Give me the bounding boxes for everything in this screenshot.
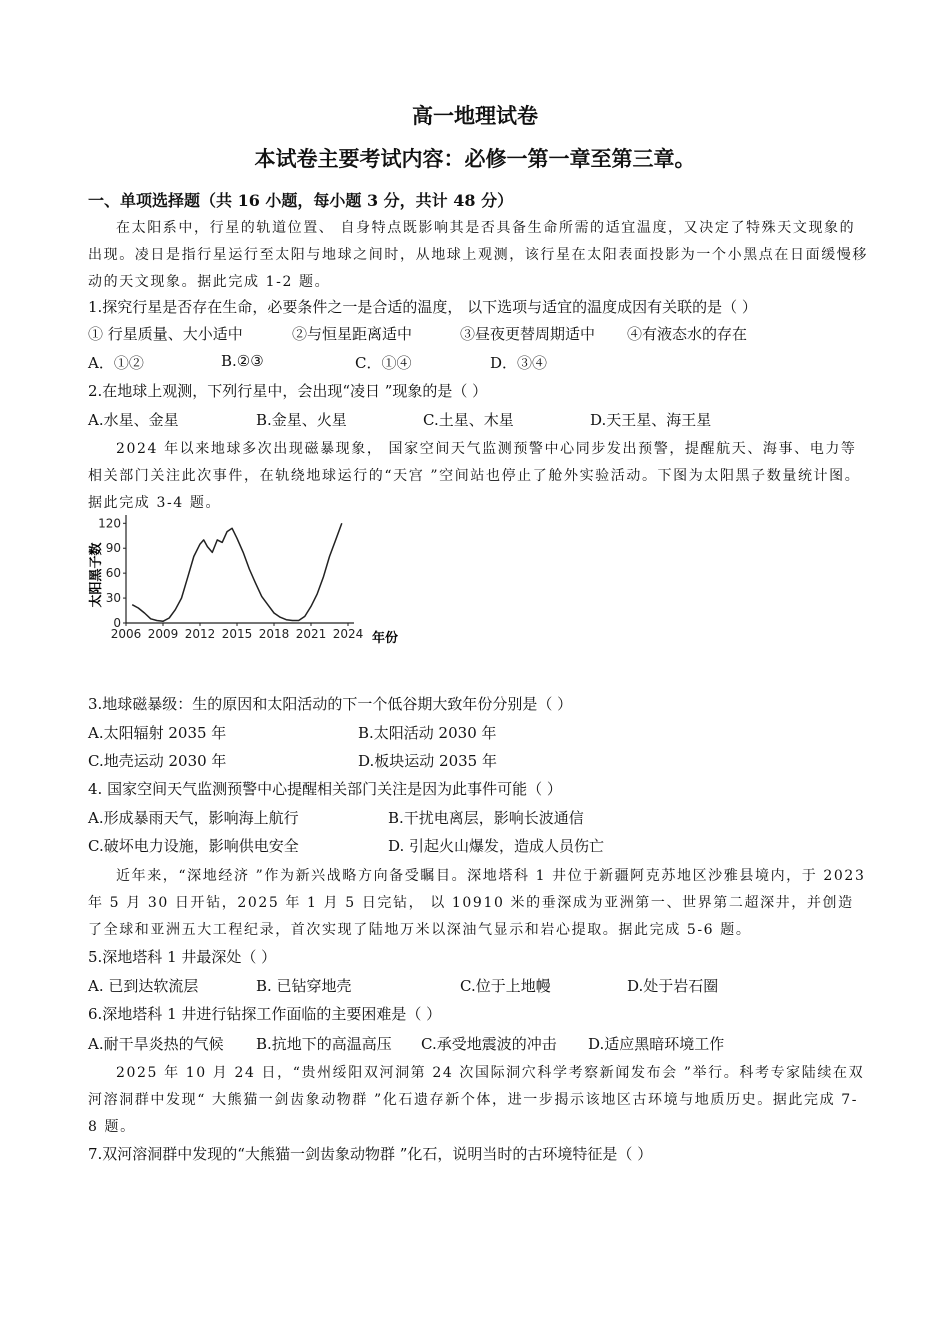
y-tick-label: 30 — [105, 591, 121, 606]
question-4-stem: 4. 国家空间天气监测预警中心提醒相关部门关注是因为此事件可能（ ） — [88, 780, 562, 798]
x-tick-label: 2006 — [110, 627, 142, 641]
q3-option-b: B.太阳活动 2030 年 — [358, 724, 497, 742]
page-title: 高一地理试卷 — [412, 103, 538, 128]
q2-option-d: D.天王星、海王星 — [590, 411, 712, 429]
x-tick-label: 2024 — [332, 627, 364, 641]
x-tick-label: 2021 — [295, 627, 327, 641]
section-heading: 一、单项选择题（共 16 小题，每小题 3 分，共计 48 分） — [88, 191, 514, 210]
y-tick-label: 60 — [105, 566, 121, 581]
q1-option-d: D．③④ — [490, 354, 548, 372]
q1-item-1: ① 行星质量、大小适中 — [88, 325, 243, 343]
x-tick-label: 2015 — [221, 627, 253, 641]
q5-option-d: D.处于岩石圈 — [627, 977, 719, 995]
passage-2: 2024 年以来地球多次出现磁暴现象， 国家空间天气监测预警中心同步发出预警，提醒航天、海事、电力等相关部门关注此次事件，在轨绕地球运行的“天宫 ”空间站也停止了舱外实验活动。下图为太阳黑子数量统计图。据此完成 3-4 题。 — [88, 441, 861, 511]
sunspot-series-line — [132, 523, 342, 621]
page-subtitle: 本试卷主要考试内容：必修一第一章至第三章。 — [254, 146, 696, 171]
chart-xlabel: 年份 — [372, 631, 399, 646]
q5-option-b: B. 已钻穿地壳 — [256, 977, 352, 995]
q2-option-a: A.水星、金星 — [88, 411, 179, 429]
q4-option-d: D. 引起火山爆发，造成人员伤亡 — [388, 837, 605, 855]
q1-option-a: A．①② — [88, 354, 144, 372]
question-6-stem: 6.深地塔科 1 井进行钻探工作面临的主要困难是（ ） — [88, 1005, 442, 1023]
passage-1: 在太阳系中，行星的轨道位置、 自身特点既影响其是否具备生命所需的适宜温度，又决定了特殊天文现象的出现。凌日是指行星运行至太阳与地球之间时，从地球上观测，该行星在太阳表面投影为一个小黑点在日面缓慢移动的天文现象。据此完成 1-2 题。 — [88, 220, 868, 290]
q6-option-b: B.抗地下的高温高压 — [256, 1035, 392, 1053]
q3-option-c: C.地壳运动 2030 年 — [88, 752, 227, 770]
q1-item-4: ④有液态水的存在 — [627, 325, 748, 343]
q5-option-a: A. 已到达软流层 — [88, 977, 199, 995]
passage-4: 2025 年 10 月 24 日，“贵州绥阳双河洞第 24 次国际洞穴科学考察新闻发布会 ”举行。科考专家陆续在双河溶洞群中发现“ 大熊猫一剑齿象动物群 ”化石遗存新个体，进一步揭示该地区古环境与地质历史。据此完成 7-8 题。 — [88, 1065, 865, 1135]
q1-item-2: ②与恒星距离适中 — [292, 325, 413, 343]
question-5-stem: 5.深地塔科 1 井最深处（ ） — [88, 948, 277, 966]
q5-option-c: C.位于上地幔 — [460, 977, 551, 995]
q4-option-a: A.形成暴雨天气，影响海上航行 — [88, 809, 299, 827]
q4-option-b: B.干扰电离层，影响长波通信 — [388, 809, 584, 827]
question-2-stem: 2.在地球上观测，下列行星中，会出现“凌日 ”现象的是（ ） — [88, 382, 488, 400]
y-tick-label: 120 — [98, 516, 121, 531]
x-tick-label: 2012 — [184, 627, 216, 641]
question-1-stem: 1.探究行星是否存在生命，必要条件之一是合适的温度， 以下选项与适宜的温度成因有关联的是（ ） — [88, 298, 757, 316]
q1-item-3: ③昼夜更替周期适中 — [460, 325, 596, 343]
q3-option-d: D.板块运动 2035 年 — [358, 752, 497, 770]
passage-3: 近年来，“深地经济 ”作为新兴战略方向备受瞩目。深地塔科 1 井位于新疆阿克苏地区沙雅县境内，于 2023 年 5 月 30 日开钻，2025 年 1 月 5 日完钻， 以 10910 米的垂深成为亚洲第一、世界第二超深井，并创造了全球和亚洲五大工程纪录，首次实现了陆地万米以深油气显示和岩心提取。据此完成 5-6 题。 — [88, 868, 866, 938]
q3-option-a: A.太阳辐射 2035 年 — [88, 724, 227, 742]
x-tick-label: 2018 — [258, 627, 290, 641]
sunspot-chart — [86, 510, 416, 655]
chart-ylabel: 太阳黑子数 — [89, 542, 104, 608]
q1-option-c: C．①④ — [355, 354, 412, 372]
q1-option-b: B.②③ — [221, 352, 264, 370]
y-tick-label: 0 — [113, 616, 121, 630]
y-tick-label: 90 — [105, 541, 121, 556]
q2-option-b: B.金星、火星 — [256, 411, 347, 429]
x-tick-label: 2009 — [147, 627, 179, 641]
chart-axes — [126, 515, 354, 623]
q6-option-c: C.承受地震波的冲击 — [421, 1035, 557, 1053]
q6-option-a: A.耐干旱炎热的气候 — [88, 1035, 224, 1053]
q6-option-d: D.适应黑暗环境工作 — [588, 1035, 725, 1053]
chart-series — [132, 523, 342, 621]
q4-option-c: C.破坏电力设施，影响供电安全 — [88, 837, 299, 855]
question-7-stem: 7.双河溶洞群中发现的“大熊猫一剑齿象动物群 ”化石，说明当时的古环境特征是（ ） — [88, 1145, 653, 1163]
question-3-stem: 3.地球磁暴级：生的原因和太阳活动的下一个低谷期大致年份分别是（ ） — [88, 695, 573, 713]
q2-option-c: C.土星、木星 — [423, 411, 514, 429]
